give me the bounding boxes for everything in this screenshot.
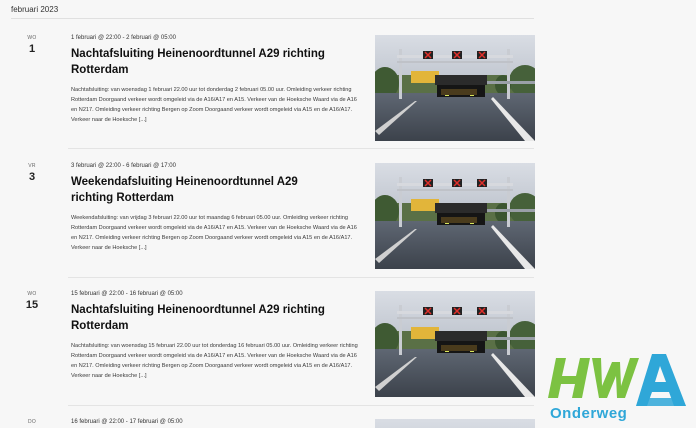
event-description: Nachtafsluiting: van woensdag 15 februari 22.00 uur tot donderdag 16 februari 05.00 uur. Omleiding verkeer richting Rotterdam Doorgaand verkeer wordt omgeleid via de A16/A17 en A15. Verkeer van de Hoeksche Waard via de A16 en N217. Omleiding verkeer richting Bergen op Zoom Doorgaand verkeer wordt omgeleid via A15 en de A16/A17. Verkeer naar de Hoeksche [...] (71, 343, 358, 379)
event-datetime: 1 februari @ 22:00 - 2 februari @ 05:00 (71, 35, 176, 41)
event-weekday: WO (27, 291, 37, 297)
hwa-onderweg-logo (548, 352, 688, 424)
logo-text: Onderweg (550, 405, 628, 422)
event-item (0, 35, 696, 163)
event-thumbnail[interactable] (375, 419, 535, 428)
event-thumbnail[interactable] (375, 35, 535, 141)
event-description: Weekendafsluiting: van vrijdag 3 februari 22.00 uur tot maandag 6 februari 05.00 uur. Omleiding verkeer richting Rotterdam Doorgaand verkeer wordt omgeleid via de A16/A17 en A15. Verkeer van de Hoeksche Waard via de A16 en N217. Omleiding verkeer richting Bergen op Zoom Doorgaand verkeer wordt omgeleid via A15 en de A16/A17. Verkeer naar de Hoeksche [...] (71, 215, 357, 251)
event-weekday: WO (27, 35, 37, 41)
divider (68, 277, 534, 278)
divider (68, 148, 534, 149)
event-weekday: DO (27, 419, 37, 425)
event-date (22, 163, 42, 183)
event-thumbnail[interactable] (375, 291, 535, 397)
event-datetime: 15 februari @ 22:00 - 16 februari @ 05:00 (71, 291, 183, 297)
event-description: Nachtafsluiting: van woensdag 1 februari 22.00 uur tot donderdag 2 februari 05.00 uur. Omleiding verkeer richting Rotterdam Doorgaand verkeer wordt omgeleid via de A16/A17 en A15. Verkeer van de Hoeksche Waard via de A16 en N217. Omleiding verkeer richting Bergen op Zoom Doorgaand verkeer wordt omgeleid via A15 en de A16/A17. Verkeer naar de Hoeksche [...] (71, 87, 357, 123)
event-day-number: 15 (25, 299, 39, 311)
hwa-logo-mark (548, 352, 688, 408)
event-thumbnail[interactable] (375, 163, 535, 269)
event-title-link[interactable]: Nachtafsluiting Heinenoordtunnel A29 richting Rotterdam (71, 48, 325, 76)
event-title-link[interactable]: Nachtafsluiting Heinenoordtunnel A29 richting Rotterdam (71, 304, 325, 332)
event-datetime: 16 februari @ 22:00 - 17 februari @ 05:00 (71, 419, 183, 425)
event-item (0, 163, 696, 291)
divider (68, 405, 534, 406)
event-date (22, 291, 42, 311)
event-weekday: VR (28, 163, 36, 169)
event-title-link[interactable]: Weekendafsluiting Heinenoordtunnel A29 richting Rotterdam (71, 176, 298, 204)
event-datetime: 3 februari @ 22:00 - 6 februari @ 17:00 (71, 163, 176, 169)
month-header: februari 2023 (11, 5, 534, 19)
event-date (22, 35, 42, 55)
event-day-number: 3 (28, 171, 36, 183)
event-day-number: 1 (28, 43, 36, 55)
event-date (22, 419, 42, 425)
